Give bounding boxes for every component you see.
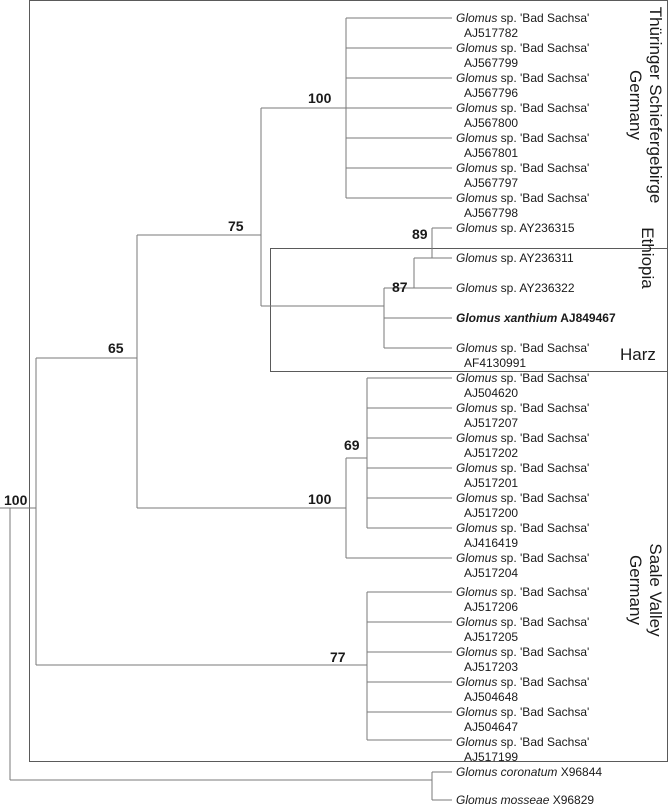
- support-89: 89: [412, 226, 428, 242]
- leaf-label: Glomus sp. 'Bad Sachsa' AJ517202: [456, 431, 590, 460]
- region-label-saale: Saale Valley Germany: [626, 543, 665, 637]
- support-69: 69: [344, 437, 360, 453]
- leaf-label: Glomus sp. 'Bad Sachsa' AJ517205: [456, 615, 590, 644]
- leaf-label: Glomus sp. 'Bad Sachsa' AJ504620: [456, 371, 590, 400]
- leaf-label: Glomus sp. 'Bad Sachsa' AJ517782: [456, 11, 590, 40]
- leaf-label: Glomus sp. AY236315: [456, 221, 575, 235]
- region-label-thuringia: Thüringer Schiefergebirge Germany: [626, 6, 665, 204]
- leaf-label: Glomus sp. 'Bad Sachsa' AJ517200: [456, 491, 590, 520]
- support-65: 65: [108, 340, 124, 356]
- support-87: 87: [392, 279, 408, 295]
- leaf-label: Glomus sp. 'Bad Sachsa' AJ416419: [456, 521, 590, 550]
- support-root: 100: [4, 492, 28, 508]
- leaf-label: Glomus sp. 'Bad Sachsa' AJ567797: [456, 161, 590, 190]
- leaf-label: Glomus sp. 'Bad Sachsa' AJ517207: [456, 401, 590, 430]
- leaf-label: Glomus sp. 'Bad Sachsa' AJ517201: [456, 461, 590, 490]
- leaf-label: Glomus sp. AY236311: [456, 251, 574, 265]
- leaf-label: Glomus sp. 'Bad Sachsa' AJ567796: [456, 71, 590, 100]
- leaf-label-outgroup: Glomus coronatum X96844: [456, 765, 603, 779]
- support-thuringia: 100: [308, 90, 332, 106]
- leaf-label-highlight: Glomus xanthium AJ849467: [456, 311, 616, 325]
- leaf-label: Glomus sp. 'Bad Sachsa' AF4130991: [456, 341, 590, 370]
- leaf-label: Glomus sp. 'Bad Sachsa' AJ504647: [456, 705, 590, 734]
- leaf-label: Glomus sp. 'Bad Sachsa' AJ567798: [456, 191, 590, 220]
- leaf-label: Glomus sp. 'Bad Sachsa' AJ517204: [456, 551, 590, 580]
- region-label-harz: Harz: [620, 345, 656, 364]
- leaf-label: Glomus sp. 'Bad Sachsa' AJ504648: [456, 675, 590, 704]
- support-75: 75: [228, 218, 244, 234]
- leaf-label: Glomus sp. 'Bad Sachsa' AJ567800: [456, 101, 590, 130]
- support-saale-100: 100: [308, 491, 332, 507]
- leaf-label: Glomus sp. 'Bad Sachsa' AJ517199: [456, 735, 590, 764]
- leaf-label: Glomus sp. 'Bad Sachsa' AJ567799: [456, 41, 590, 70]
- region-label-ethiopia: Ethiopia: [638, 227, 657, 289]
- support-77: 77: [330, 649, 346, 665]
- leaf-label: Glomus sp. AY236322: [456, 281, 575, 295]
- leaf-label: Glomus sp. 'Bad Sachsa' AJ517206: [456, 585, 590, 614]
- leaf-label: Glomus sp. 'Bad Sachsa' AJ567801: [456, 131, 590, 160]
- leaf-label: Glomus sp. 'Bad Sachsa' AJ517203: [456, 645, 590, 674]
- leaf-label-outgroup: Glomus mosseae X96829: [456, 793, 595, 807]
